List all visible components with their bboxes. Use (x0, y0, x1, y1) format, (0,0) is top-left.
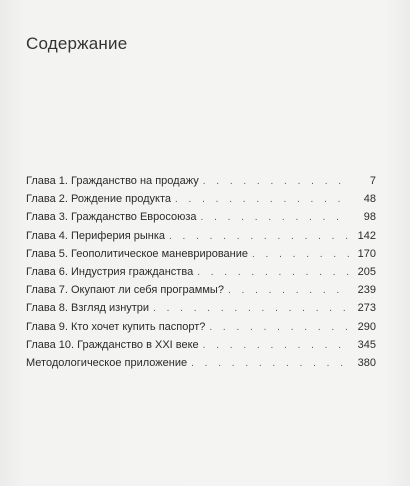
toc-entry (26, 193, 376, 211)
toc-entry-page: 380 (357, 356, 376, 369)
toc-entry (26, 175, 376, 193)
toc-entry-page: 98 (363, 211, 376, 224)
toc-leader-dots (201, 212, 350, 223)
toc-entry (26, 357, 376, 375)
toc-entry (26, 211, 376, 229)
toc-entry (26, 302, 376, 320)
toc-entry (26, 248, 376, 266)
toc-leader-dots (197, 267, 350, 278)
toc-entry-page: 290 (357, 320, 376, 333)
toc-entry-page: 142 (357, 229, 376, 242)
toc-entry-title: Глава 10. Гражданство в XXI веке (26, 338, 199, 351)
toc-leader-dots (228, 285, 350, 296)
toc-entry-title: Глава 3. Гражданство Евросоюза (26, 211, 197, 224)
toc-entry (26, 339, 376, 357)
toc-entry-page: 170 (357, 247, 376, 260)
toc-entry-title: Глава 1. Гражданство на продажу (26, 175, 199, 187)
toc-entry-page: 48 (363, 193, 376, 206)
toc-leader-dots (252, 249, 350, 260)
toc-entry (26, 284, 376, 302)
toc-entry-title: Глава 7. Окупают ли себя программы? (26, 284, 224, 297)
toc-leader-dots (153, 303, 350, 314)
toc-entry-title: Глава 6. Индустрия гражданства (26, 265, 194, 278)
toc-entry-page: 205 (357, 265, 376, 278)
toc-entry-page: 7 (369, 175, 376, 187)
toc-entry-title: Глава 4. Периферия рынка (26, 229, 165, 242)
toc-entry-title: Глава 9. Кто хочет купить паспорт? (26, 320, 206, 333)
page-title: Содержание (26, 34, 128, 53)
toc-leader-dots (203, 340, 350, 351)
toc-leader-dots (203, 176, 350, 187)
toc-leader-dots (169, 231, 350, 242)
toc-entry (26, 266, 376, 284)
toc-entry-title: Глава 2. Рождение продукта (26, 193, 171, 206)
toc-entry (26, 321, 376, 339)
toc-entry-title: Методологическое приложение (26, 356, 188, 369)
toc-entry-title: Глава 5. Геополитическое маневрирование (26, 247, 248, 260)
toc-leader-dots (191, 358, 350, 369)
toc-leader-dots (209, 322, 350, 333)
toc-entry-page: 345 (357, 338, 376, 351)
toc-entry-title: Глава 8. Взгляд изнутри (26, 302, 150, 315)
toc-leader-dots (175, 194, 350, 205)
table-of-contents (26, 175, 376, 375)
toc-entry-page: 239 (357, 284, 376, 297)
toc-entry-page: 273 (357, 302, 376, 315)
toc-entry (26, 230, 376, 248)
